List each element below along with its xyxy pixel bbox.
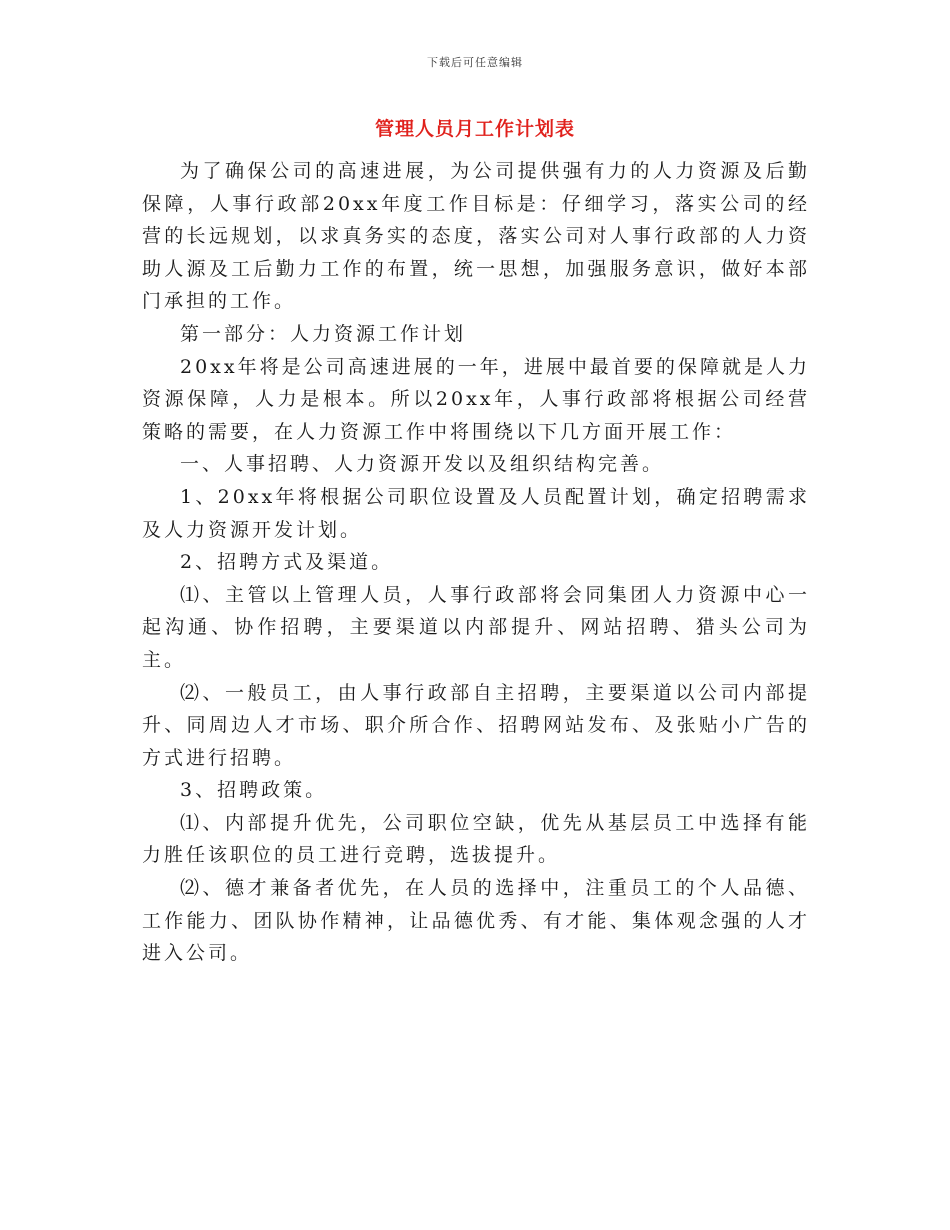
paragraph-item-1: 一、人事招聘、人力资源开发以及组织结构完善。: [180, 453, 665, 476]
paragraph-item-1-3-a: ⑴、内部提升优先，公司职位空缺，优先从基层员工中选择有能力胜任该职位的员工进行竞聘，选拔提升。: [142, 811, 810, 867]
document-body: [142, 155, 810, 970]
paragraph-item-1-3: 3、招聘政策。: [180, 779, 328, 802]
paragraph-item-1-2: 2、招聘方式及渠道。: [180, 551, 394, 574]
header-note: 下载后可任意编辑: [427, 56, 523, 69]
paragraph-item-1-1: 1、20xx年将根据公司职位设置及人员配置计划，确定招聘需求及人力资源开发计划。: [142, 485, 810, 541]
document-title: 管理人员月工作计划表: [374, 118, 575, 140]
paragraph-overview: 20xx年将是公司高速进展的一年，进展中最首要的保障就是人力资源保障，人力是根本。所以20xx年，人事行政部将根据公司经营策略的需要，在人力资源工作中将围绕以下几方面开展工作：: [142, 355, 810, 443]
paragraph-item-1-2-a: ⑴、主管以上管理人员，人事行政部将会同集团人力资源中心一起沟通、协作招聘，主要渠道以内部提升、网站招聘、猎头公司为主。: [142, 583, 810, 671]
paragraph-item-1-2-b: ⑵、一般员工，由人事行政部自主招聘，主要渠道以公司内部提升、同周边人才市场、职介所合作、招聘网站发布、及张贴小广告的方式进行招聘。: [142, 681, 810, 769]
paragraph-item-1-3-b: ⑵、德才兼备者优先，在人员的选择中，注重员工的个人品德、工作能力、团队协作精神，让品德优秀、有才能、集体观念强的人才进入公司。: [142, 877, 810, 965]
paragraph-intro: 为了确保公司的高速进展，为公司提供强有力的人力资源及后勤保障，人事行政部20xx年度工作目标是：仔细学习，落实公司的经营的长远规划，以求真务实的态度，落实公司对人事行政部的人力资助人源及工后勤力工作的布置，统一思想，加强服务意识，做好本部门承担的工作。: [142, 160, 810, 313]
paragraph-section-heading: 第一部分：人力资源工作计划: [180, 322, 467, 345]
